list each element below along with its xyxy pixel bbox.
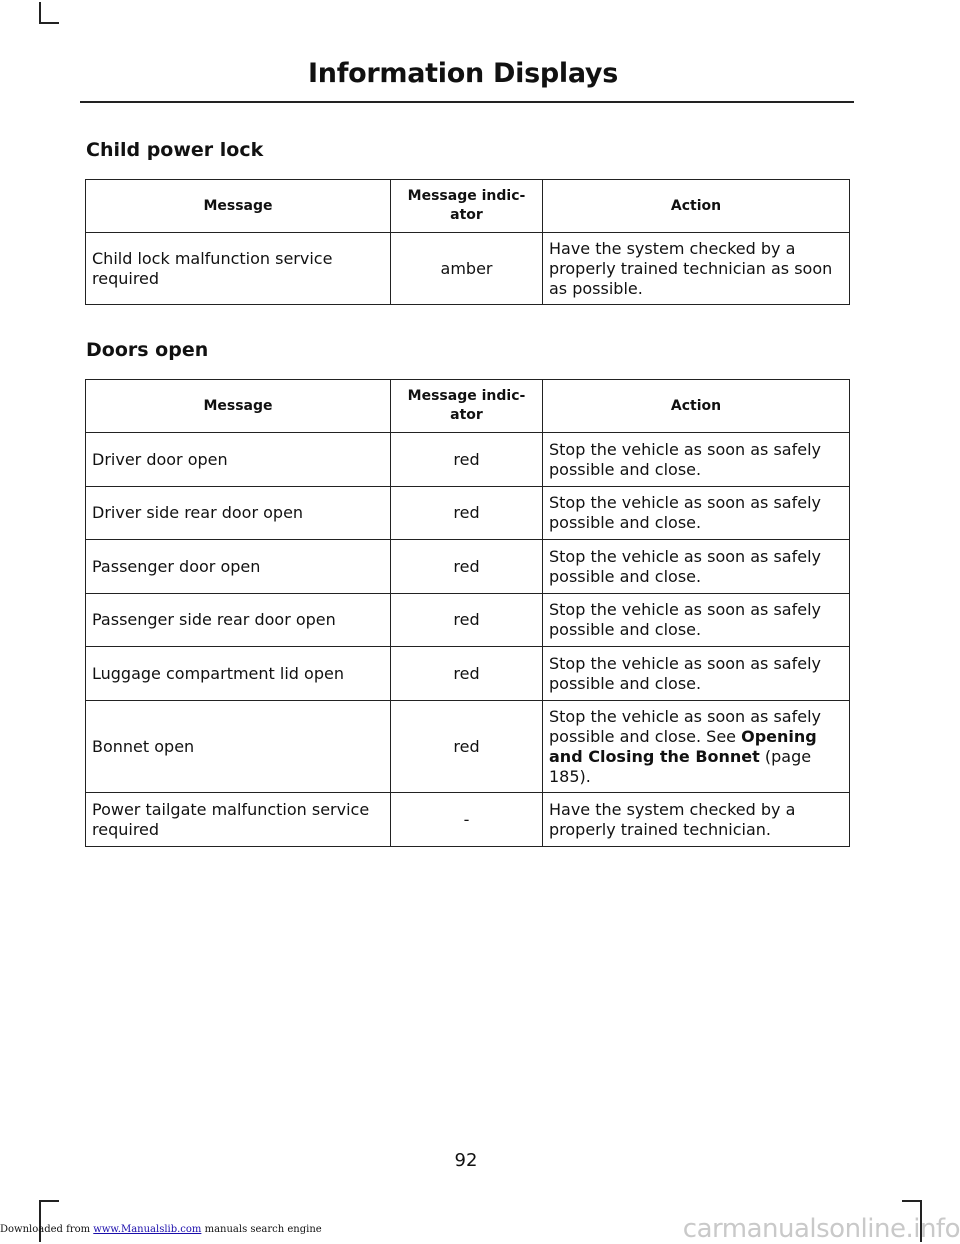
page-header-title: Information Displays xyxy=(308,58,618,89)
child-power-lock-table xyxy=(85,179,850,305)
action-cell: Stop the vehicle as soon as safely possible and close. xyxy=(543,433,850,487)
header-divider xyxy=(80,101,854,103)
action-cell: Have the system checked by a properly trained technician. xyxy=(543,793,850,847)
indicator-cell: - xyxy=(391,793,543,847)
table-row xyxy=(86,594,850,647)
message-cell: Passenger door open xyxy=(86,540,391,594)
indicator-cell: red xyxy=(391,594,543,647)
table-row xyxy=(86,487,850,540)
download-suffix: manuals search engine xyxy=(201,1224,322,1235)
crop-mark xyxy=(39,2,41,24)
column-header-indicator: Message indic- ator xyxy=(391,180,543,233)
action-text: Stop the vehicle as soon as safely possible and close. See xyxy=(549,706,821,746)
message-cell: Child lock malfunction service required xyxy=(86,233,391,305)
table-row xyxy=(86,540,850,594)
table-row xyxy=(86,701,850,793)
column-header-action: Action xyxy=(543,180,850,233)
indicator-cell: red xyxy=(391,540,543,594)
action-cell: Stop the vehicle as soon as safely possible and close. xyxy=(543,540,850,594)
message-cell: Passenger side rear door open xyxy=(86,594,391,647)
crop-mark xyxy=(39,1200,59,1202)
indicator-cell: amber xyxy=(391,233,543,305)
indicator-cell: red xyxy=(391,487,543,540)
action-cell xyxy=(543,701,850,793)
indicator-cell: red xyxy=(391,433,543,487)
message-cell: Driver side rear door open xyxy=(86,487,391,540)
table-row xyxy=(86,647,850,701)
message-cell: Luggage compartment lid open xyxy=(86,647,391,701)
message-cell: Bonnet open xyxy=(86,701,391,793)
column-header-message: Message xyxy=(86,380,391,433)
message-cell: Driver door open xyxy=(86,433,391,487)
doors-open-table xyxy=(85,379,850,847)
crop-mark xyxy=(39,22,59,24)
table-row xyxy=(86,793,850,847)
indicator-cell: red xyxy=(391,647,543,701)
table-row xyxy=(86,233,850,305)
download-prefix: Downloaded from xyxy=(0,1224,94,1235)
crop-mark xyxy=(39,1200,41,1242)
section-title-doors-open: Doors open xyxy=(86,339,209,361)
cross-reference-link[interactable]: Opening and Closing the Bonnet xyxy=(549,726,817,766)
indicator-cell: red xyxy=(391,701,543,793)
manualslib-link[interactable]: www.Manualslib.com xyxy=(93,1224,202,1235)
action-cell: Have the system checked by a properly trained technician as soon as possible. xyxy=(543,233,850,305)
section-title-child-power-lock: Child power lock xyxy=(86,139,264,161)
table-header-row xyxy=(86,180,850,233)
table-row xyxy=(86,433,850,487)
action-cell: Stop the vehicle as soon as safely possible and close. xyxy=(543,647,850,701)
site-watermark: carmanualsonline.info xyxy=(682,1214,960,1244)
column-header-indicator: Message indic- ator xyxy=(391,380,543,433)
column-header-message: Message xyxy=(86,180,391,233)
column-header-action: Action xyxy=(543,380,850,433)
table-header-row xyxy=(86,380,850,433)
crop-mark xyxy=(902,1200,922,1202)
action-cell: Stop the vehicle as soon as safely possible and close. xyxy=(543,487,850,540)
page-reference: (page 185). xyxy=(549,746,812,786)
page-number: 92 xyxy=(454,1150,478,1171)
download-notice xyxy=(0,1224,322,1235)
message-cell: Power tailgate malfunction service required xyxy=(86,793,391,847)
action-cell: Stop the vehicle as soon as safely possible and close. xyxy=(543,594,850,647)
